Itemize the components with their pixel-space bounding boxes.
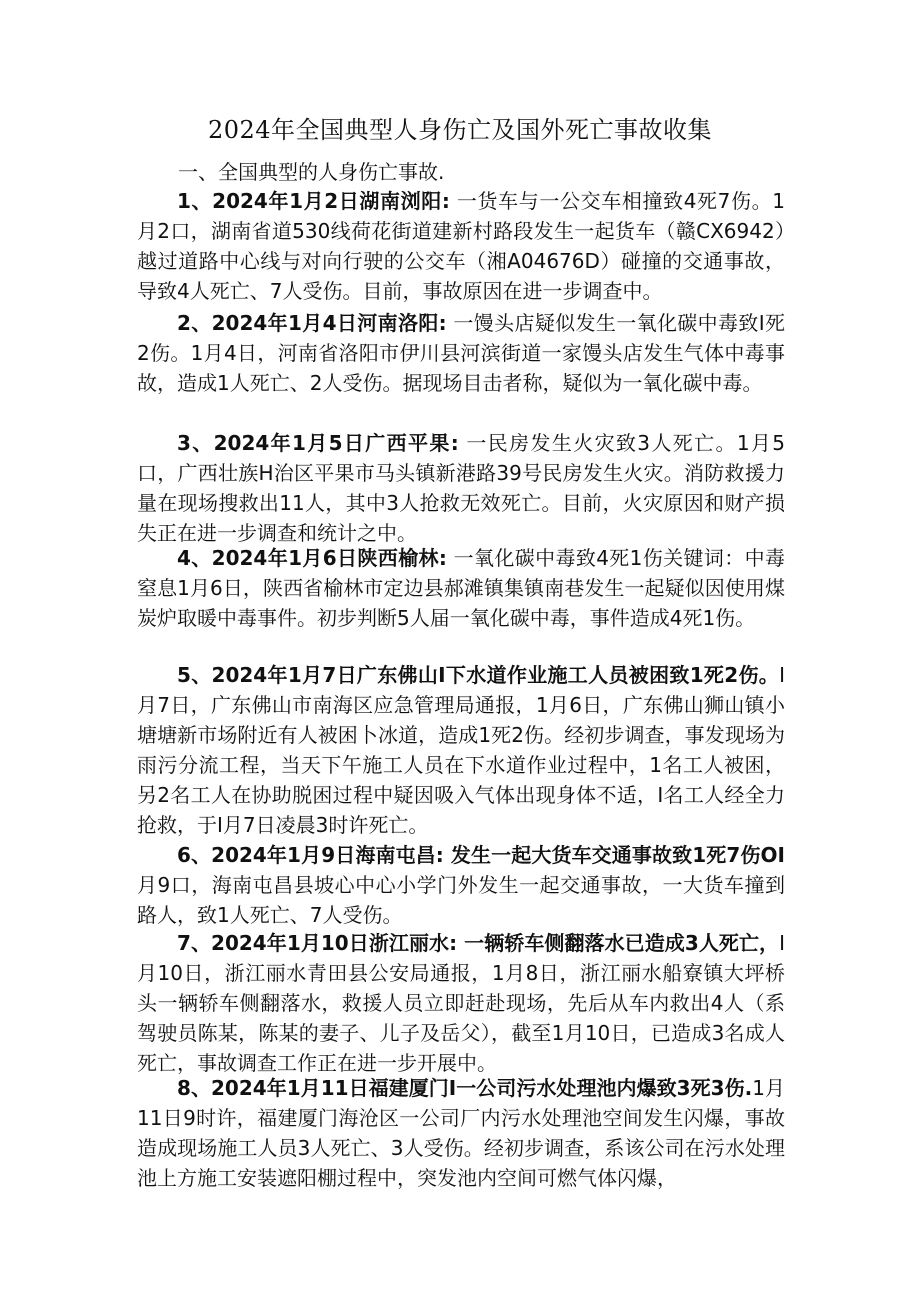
incident-paragraph-2 <box>137 308 785 398</box>
incident-lead: 3、2024年1月5日广西平果: <box>177 431 459 455</box>
incident-lead: 8、2024年1月11日福建厦门I一公司污水处理池内爆致3死3伤. <box>177 1076 753 1100</box>
incident-paragraph-4 <box>137 543 785 633</box>
incident-body: 一民房发生火灾致3人死亡。1月5口，广西壮族H治区平果市马头镇新港路39号民房发生火灾。消防救援力量在现场搜救出11人，其中3人抢救无效死亡。目前，火灾原因和财产损失正在进一步调查和统计之中。 <box>137 431 785 545</box>
incident-body: I月7日，广东佛山市南海区应急管理局通报，1月6日，广东佛山狮山镇小塘塘新市场附近有人被困卜冰道，造成1死2伤。经初步调查，事发现场为雨污分流工程，当天下午施工人员在下水道作业过程中，1名工人被困，另2名工人在协助脱困过程中疑因吸入气体出现身体不适，I名工人经全力抢救，于I月7日凌晨3时许死亡。 <box>137 663 785 837</box>
incident-body: 一货车与一公交车相撞致4死7伤。1月2口，湖南省道530线荷花街道建新村路段发生一起货车（赣CX6942）越过道路中心线与对向行驶的公交车（湘A04676D）碰撞的交通事故，导致4人死亡、7人受伤。目前，事故原因在进一步调查中。 <box>137 189 786 303</box>
incident-paragraph-8 <box>137 1073 785 1193</box>
incident-body: 一氧化碳中毒致4死1伤关键词：中毒窒息1月6日，陕西省榆林市定边县郝滩镇集镇南巷发生一起疑似因使用煤炭炉取暖中毒事件。初步判断5人届一氧化碳中毒，事件造成4死1伤。 <box>137 546 785 630</box>
incident-lead: 1、2024年1月2日湖南浏阳: <box>177 189 450 213</box>
incident-lead: 7、2024年1月10日浙江丽水: 一辆轿车侧翻落水已造成3人死亡， <box>177 931 780 955</box>
incident-paragraph-6 <box>137 840 785 930</box>
incident-paragraph-3 <box>137 428 785 548</box>
incident-body: I月10日，浙江丽水青田县公安局通报，1月8日，浙江丽水船寮镇大坪桥头一辆轿车侧翻落水，救援人员立即赶赴现场，先后从车内救出4人（系驾驶员陈某，陈某的妻子、儿子及岳父），截至1月10日，已造成3名成人死亡，事故调查工作正在进一步开展中。 <box>137 931 785 1075</box>
incident-lead: 6、2024年1月9日海南屯昌: 发生一起大货车交通事故致1死7伤OI <box>177 843 785 867</box>
incident-lead: 2、2024年1月4日河南洛阳: <box>177 311 447 335</box>
incident-paragraph-5 <box>137 660 785 840</box>
incident-body: 1月11日9时许，福建厦门海沧区一公司厂内污水处理池空间发生闪爆，事故造成现场施工人员3人死亡、3人受伤。经初步调查，系该公司在污水处理池上方施工安装遮阳棚过程中，突发池内空间可燃气体闪爆， <box>137 1076 785 1190</box>
section-heading: 一、全国典型的人身伤亡事故. <box>178 160 445 184</box>
incident-lead: 5、2024年1月7日广东佛山I下水道作业施工人员被困致1死2伤。 <box>177 663 780 687</box>
incident-body: 月9口，海南屯昌县坡心中心小学门外发生一起交通事故，一大货车撞到路人，致1人死亡、7人受伤。 <box>137 873 785 927</box>
incident-paragraph-1 <box>137 186 785 306</box>
page-title: 2024年全国典型人身伤亡及国外死亡事故收集 <box>207 116 713 144</box>
incident-body: 一馒头店疑似发生一氧化碳中毒致I死2伤。1月4日，河南省洛阳市伊川县河滨街道一家馒头店发生气体中毒事故，造成1人死亡、2人受伤。据现场目击者称，疑似为一氧化碳中毒。 <box>137 311 785 395</box>
incident-lead: 4、2024年1月6日陕西榆林: <box>177 546 447 570</box>
incident-paragraph-7 <box>137 928 785 1078</box>
